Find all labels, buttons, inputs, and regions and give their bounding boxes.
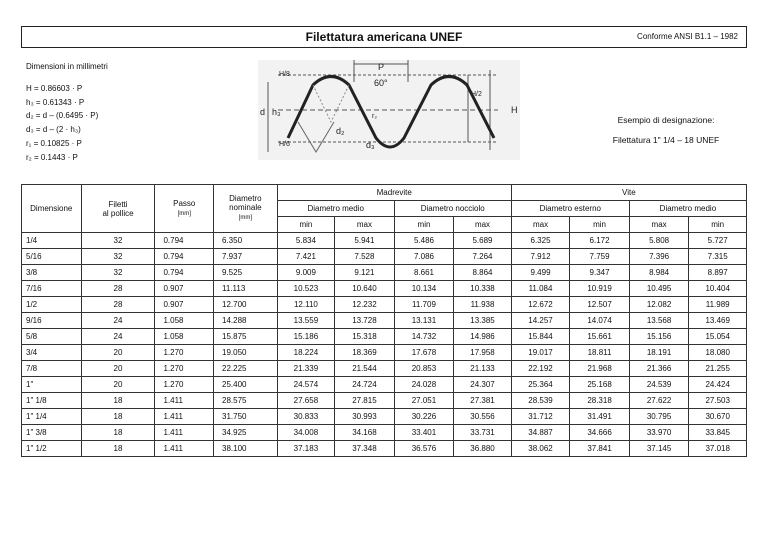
table-cell: 19.050 [214,345,278,361]
table-cell: 5.941 [335,233,395,249]
table-cell: 27.381 [454,393,512,409]
title-bar [21,26,747,48]
table-cell: 12.700 [214,297,278,313]
thread-profile-svg [258,60,520,160]
table-cell: 9.525 [214,265,278,281]
table-cell: 1.411 [155,393,214,409]
label-h6: H/6 [279,141,290,148]
table-cell: 14.257 [511,313,570,329]
table-cell: 13.131 [394,313,454,329]
thread-profile-diagram [258,60,520,160]
formulas-block [26,60,226,165]
table-cell: 15.875 [214,329,278,345]
header-threads: Filetti al pollice [81,185,155,233]
header-nut-pitch-diameter: Diametro medio [277,201,394,217]
table-cell: 24.539 [629,377,689,393]
table-cell: 24 [81,313,155,329]
table-cell: 13.728 [335,313,395,329]
table-cell: 10.134 [394,281,454,297]
table-cell: 31.712 [511,409,570,425]
table-cell: 0.794 [155,233,214,249]
page-title: Filettatura americana UNEF [305,30,463,44]
table-cell: 8.897 [689,265,747,281]
table-cell: 7.759 [570,249,630,265]
label-h2: H/2 [471,91,482,98]
table-cell: 34.925 [214,425,278,441]
table-cell: 1.270 [155,361,214,377]
table-cell: 24.724 [335,377,395,393]
table-cell: 9/16 [22,313,82,329]
table-cell: 15.844 [511,329,570,345]
header-screw-pitch-diameter: Diametro medio [629,201,746,217]
table-cell: 13.559 [277,313,335,329]
unef-thread-table [21,184,747,457]
table-row [22,329,747,345]
formula-line: d₂ = d – (0.6495 · P) [26,111,99,121]
table-cell: 12.232 [335,297,395,313]
table-cell: 21.255 [689,361,747,377]
label-h3: h₃ [272,107,281,117]
table-cell: 31.491 [570,409,630,425]
table-cell: 22.225 [214,361,278,377]
table-cell: 30.556 [454,409,512,425]
table-cell: 6.172 [570,233,630,249]
table-cell: 30.670 [689,409,747,425]
table-cell: 32 [81,249,155,265]
table-cell: 27.051 [394,393,454,409]
table-cell: 25.168 [570,377,630,393]
table-cell: 28 [81,281,155,297]
table-cell: 27.622 [629,393,689,409]
table-cell: 0.907 [155,297,214,313]
formula-line: H = 0.86603 · P [26,83,83,93]
table-cell: 37.841 [570,441,630,457]
table-cell: 7.315 [689,249,747,265]
table-cell: 13.385 [454,313,512,329]
table-cell: 15.661 [570,329,630,345]
table-cell: 11.113 [214,281,278,297]
table-row [22,265,747,281]
table-cell: 12.672 [511,297,570,313]
table-cell: 27.815 [335,393,395,409]
table-cell: 11.989 [689,297,747,313]
table-cell: 14.074 [570,313,630,329]
table-cell: 34.887 [511,425,570,441]
table-cell: 5/16 [22,249,82,265]
table-cell: 20 [81,345,155,361]
table-cell: 37.348 [335,441,395,457]
table-cell: 9.009 [277,265,335,281]
table-cell: 5.486 [394,233,454,249]
table-cell: 7/8 [22,361,82,377]
table-cell: 1.411 [155,425,214,441]
table-cell: 1.270 [155,345,214,361]
table-cell: 31.750 [214,409,278,425]
table-cell: 34.008 [277,425,335,441]
table-cell: 24.028 [394,377,454,393]
table-cell: 0.794 [155,249,214,265]
table-cell: 10.495 [629,281,689,297]
table-cell: 11.709 [394,297,454,313]
table-cell: 37.018 [689,441,747,457]
example-heading: Esempio di designazione: [617,115,715,125]
header-min: min [277,217,335,233]
table-cell: 5.834 [277,233,335,249]
table-cell: 12.507 [570,297,630,313]
example-value: Filettatura 1" 1/4 – 18 UNEF [612,135,720,145]
table-cell: 1" 1/4 [22,409,82,425]
label-d: d [260,107,266,117]
table-cell: 7.528 [335,249,395,265]
table-cell: 5.808 [629,233,689,249]
header-max: max [454,217,512,233]
table-cell: 38.062 [511,441,570,457]
table-cell: 15.054 [689,329,747,345]
header-pitch: Passo [mm] [155,185,214,233]
table-cell: 7.264 [454,249,512,265]
table-cell: 21.968 [570,361,630,377]
table-cell: 7.937 [214,249,278,265]
table-cell: 18.224 [277,345,335,361]
header-nut: Madrevite [277,185,511,201]
table-cell: 9.499 [511,265,570,281]
table-cell: 11.084 [511,281,570,297]
table-row [22,441,747,457]
table-cell: 21.133 [454,361,512,377]
table-cell: 18 [81,441,155,457]
table-cell: 18 [81,409,155,425]
header-nut-core-diameter: Diametro nocciolo [394,201,511,217]
table-cell: 37.145 [629,441,689,457]
table-cell: 8.661 [394,265,454,281]
table-cell: 10.338 [454,281,512,297]
table-cell: 5.727 [689,233,747,249]
table-cell: 19.017 [511,345,570,361]
table-cell: 24.424 [689,377,747,393]
table-cell: 18 [81,425,155,441]
table-cell: 3/4 [22,345,82,361]
table-cell: 33.731 [454,425,512,441]
table-row [22,281,747,297]
table-cell: 21.339 [277,361,335,377]
table-cell: 28.539 [511,393,570,409]
table-cell: 21.366 [629,361,689,377]
table-cell: 15.156 [629,329,689,345]
table-cell: 1.411 [155,409,214,425]
table-cell: 28.318 [570,393,630,409]
table-cell: 20.853 [394,361,454,377]
table-cell: 33.401 [394,425,454,441]
table-row [22,297,747,313]
table-cell: 25.364 [511,377,570,393]
table-cell: 34.666 [570,425,630,441]
table-cell: 34.168 [335,425,395,441]
table-cell: 1" [22,377,82,393]
label-r2: r₂ [372,113,378,120]
table-cell: 24.307 [454,377,512,393]
table-cell: 9.347 [570,265,630,281]
formulas-heading: Dimensioni in millimetri [26,62,108,71]
formula-line: r₁ = 0.10825 · P [26,138,82,148]
table-cell: 30.226 [394,409,454,425]
table-cell: 17.678 [394,345,454,361]
table-cell: 22.192 [511,361,570,377]
table-row [22,425,747,441]
label-p: P [378,62,385,72]
table-cell: 32 [81,233,155,249]
table-row [22,345,747,361]
formula-line: h₃ = 0.61343 · P [26,97,85,107]
table-cell: 1.270 [155,377,214,393]
table-cell: 30.833 [277,409,335,425]
table-cell: 13.469 [689,313,747,329]
header-screw: Vite [511,185,746,201]
header-max: max [629,217,689,233]
table-body [22,233,747,457]
header-screw-outer-diameter: Diametro esterno [511,201,629,217]
table-cell: 20 [81,377,155,393]
header-nominal-diameter: Diametro nominale [mm] [214,185,278,233]
formula-line: r₂ = 0.1443 · P [26,152,78,162]
table-cell: 6.325 [511,233,570,249]
table-cell: 13.568 [629,313,689,329]
formula-line: d₃ = d – (2 · h₃) [26,125,81,135]
table-cell: 20 [81,361,155,377]
header-max: max [511,217,570,233]
table-row [22,249,747,265]
table-cell: 12.082 [629,297,689,313]
table-cell: 1" 1/2 [22,441,82,457]
header-min: min [394,217,454,233]
table-cell: 1.058 [155,313,214,329]
table-cell: 14.986 [454,329,512,345]
table-cell: 7.421 [277,249,335,265]
table-cell: 10.640 [335,281,395,297]
table-cell: 3/8 [22,265,82,281]
label-d3: d₃ [366,140,375,150]
table-cell: 1/4 [22,233,82,249]
table-cell: 28 [81,297,155,313]
table-cell: 1.411 [155,441,214,457]
table-cell: 1" 3/8 [22,425,82,441]
table-row [22,393,747,409]
table-cell: 7.912 [511,249,570,265]
table-cell: 0.907 [155,281,214,297]
table-row [22,233,747,249]
table-cell: 0.794 [155,265,214,281]
table-cell: 17.958 [454,345,512,361]
conformity-note: Conforme ANSI B1.1 – 1982 [637,32,738,41]
label-d2: d₂ [336,126,345,136]
table-cell: 18.080 [689,345,747,361]
header-max: max [335,217,395,233]
label-angle: 60° [374,78,388,88]
table-cell: 24 [81,329,155,345]
table-cell: 32 [81,265,155,281]
table-cell: 25.400 [214,377,278,393]
table-cell: 18.191 [629,345,689,361]
table-cell: 1/2 [22,297,82,313]
label-h: H [511,105,518,115]
label-h8: H/8 [279,71,290,78]
table-cell: 33.845 [689,425,747,441]
table-cell: 7.086 [394,249,454,265]
table-cell: 15.186 [277,329,335,345]
table-cell: 10.523 [277,281,335,297]
table-cell: 10.919 [570,281,630,297]
table-cell: 12.110 [277,297,335,313]
table-cell: 18.811 [570,345,630,361]
table-cell: 7.396 [629,249,689,265]
designation-example [586,110,746,150]
header-min: min [570,217,630,233]
table-cell: 27.503 [689,393,747,409]
table-cell: 38.100 [214,441,278,457]
table-cell: 30.993 [335,409,395,425]
table-row [22,361,747,377]
table-cell: 21.544 [335,361,395,377]
table-cell: 8.984 [629,265,689,281]
table-cell: 30.795 [629,409,689,425]
table-cell: 5.689 [454,233,512,249]
table-cell: 10.404 [689,281,747,297]
table-cell: 37.183 [277,441,335,457]
table-cell: 11.938 [454,297,512,313]
table-cell: 5/8 [22,329,82,345]
table-cell: 9.121 [335,265,395,281]
table-row [22,313,747,329]
header-dimension: Dimensione [22,185,82,233]
table-cell: 36.880 [454,441,512,457]
table-cell: 14.288 [214,313,278,329]
table-cell: 28.575 [214,393,278,409]
header-min: min [689,217,747,233]
table-cell: 8.864 [454,265,512,281]
table-cell: 33.970 [629,425,689,441]
table-cell: 7/16 [22,281,82,297]
table-cell: 18 [81,393,155,409]
table-cell: 24.574 [277,377,335,393]
table-cell: 36.576 [394,441,454,457]
table-cell: 15.318 [335,329,395,345]
table-row [22,377,747,393]
table-row [22,409,747,425]
table-cell: 6.350 [214,233,278,249]
table-cell: 27.658 [277,393,335,409]
table-cell: 1" 1/8 [22,393,82,409]
table-cell: 1.058 [155,329,214,345]
table-cell: 14.732 [394,329,454,345]
table-cell: 18.369 [335,345,395,361]
